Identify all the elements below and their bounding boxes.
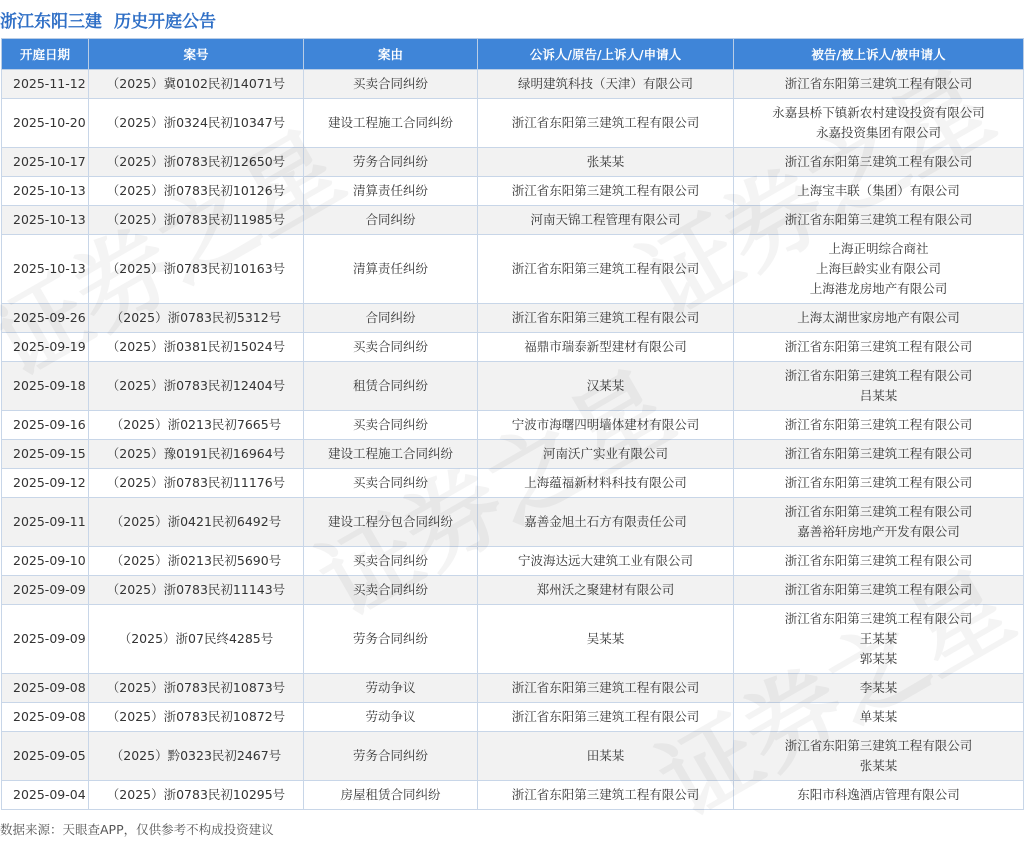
cell-defendant-party: 王某某 <box>859 631 898 646</box>
cell-defendant-party: 嘉善裕轩房地产开发有限公司 <box>797 524 960 539</box>
cell-plaintiff <box>478 547 734 576</box>
cell-defendant-party: 浙江省东阳第三建筑工程有限公司 <box>784 738 973 753</box>
data-source-note: 数据来源：天眼查APP，仅供参考不构成投资建议 <box>0 822 274 837</box>
cell-case-no: （2025）豫0191民初16964号 <box>89 440 304 469</box>
cell-cause: 劳动争议 <box>304 674 478 703</box>
cell-defendant <box>734 469 1024 498</box>
column-header-plaintiff: 公诉人/原告/上诉人/申请人 <box>478 39 734 70</box>
cell-defendant-party: 单某某 <box>859 709 898 724</box>
cell-cause: 劳动争议 <box>304 703 478 732</box>
cell-plaintiff-party: 汉某某 <box>586 378 625 393</box>
cell-defendant-party: 张某某 <box>859 758 898 773</box>
cell-date: 2025-09-08 <box>2 703 89 732</box>
table-row <box>2 781 1024 810</box>
cell-plaintiff-party: 浙江省东阳第三建筑工程有限公司 <box>511 787 700 802</box>
cell-date: 2025-11-12 <box>2 70 89 99</box>
page-header <box>0 0 1024 38</box>
cell-defendant-party: 上海巨龄实业有限公司 <box>815 261 941 276</box>
cell-cause: 建设工程施工合同纠纷 <box>304 99 478 148</box>
cell-defendant <box>734 674 1024 703</box>
cell-case-no: （2025）浙0324民初10347号 <box>89 99 304 148</box>
cell-date: 2025-10-20 <box>2 99 89 148</box>
cell-defendant <box>734 605 1024 674</box>
cell-defendant-party: 浙江省东阳第三建筑工程有限公司 <box>784 417 973 432</box>
cell-cause: 买卖合同纠纷 <box>304 469 478 498</box>
cell-cause: 买卖合同纠纷 <box>304 70 478 99</box>
cell-defendant-party: 浙江省东阳第三建筑工程有限公司 <box>784 154 973 169</box>
cell-plaintiff <box>478 235 734 304</box>
cell-plaintiff-party: 嘉善金旭土石方有限责任公司 <box>524 514 687 529</box>
cell-defendant <box>734 703 1024 732</box>
cell-defendant <box>734 177 1024 206</box>
table-row <box>2 440 1024 469</box>
cell-plaintiff-party: 绿明建筑科技（天津）有限公司 <box>517 76 693 91</box>
cell-plaintiff-party: 浙江省东阳第三建筑工程有限公司 <box>511 115 700 130</box>
cell-defendant <box>734 362 1024 411</box>
cell-date: 2025-09-05 <box>2 732 89 781</box>
table-row <box>2 732 1024 781</box>
cell-defendant-party: 浙江省东阳第三建筑工程有限公司 <box>784 553 973 568</box>
cell-defendant-party: 永嘉县桥下镇新农村建设投资有限公司 <box>772 105 985 120</box>
cell-plaintiff-party: 宁波海达远大建筑工业有限公司 <box>517 553 693 568</box>
cell-case-no: （2025）浙0213民初7665号 <box>89 411 304 440</box>
cell-date: 2025-09-08 <box>2 674 89 703</box>
cell-plaintiff <box>478 576 734 605</box>
cell-defendant-party: 浙江省东阳第三建筑工程有限公司 <box>784 212 973 227</box>
cell-plaintiff <box>478 440 734 469</box>
cell-cause: 建设工程施工合同纠纷 <box>304 440 478 469</box>
cell-defendant-party: 上海港龙房地产有限公司 <box>809 281 948 296</box>
cell-date: 2025-09-26 <box>2 304 89 333</box>
cell-plaintiff <box>478 177 734 206</box>
table-row <box>2 70 1024 99</box>
cell-defendant <box>734 70 1024 99</box>
cell-cause: 买卖合同纠纷 <box>304 576 478 605</box>
cell-defendant <box>734 333 1024 362</box>
cell-date: 2025-09-11 <box>2 498 89 547</box>
cell-plaintiff <box>478 781 734 810</box>
table-row <box>2 674 1024 703</box>
cell-defendant <box>734 304 1024 333</box>
cell-cause: 清算责任纠纷 <box>304 177 478 206</box>
cell-plaintiff-party: 浙江省东阳第三建筑工程有限公司 <box>511 709 700 724</box>
cell-cause: 买卖合同纠纷 <box>304 333 478 362</box>
cell-plaintiff <box>478 362 734 411</box>
cell-plaintiff-party: 张某某 <box>586 154 625 169</box>
column-header-defendant: 被告/被上诉人/被申请人 <box>734 39 1024 70</box>
cell-plaintiff <box>478 304 734 333</box>
cell-plaintiff <box>478 703 734 732</box>
cell-defendant-party: 郭某某 <box>859 651 898 666</box>
table-row <box>2 362 1024 411</box>
table-body <box>2 70 1024 810</box>
cell-defendant <box>734 148 1024 177</box>
table-row <box>2 605 1024 674</box>
table-row <box>2 469 1024 498</box>
cell-cause: 买卖合同纠纷 <box>304 411 478 440</box>
cell-cause: 清算责任纠纷 <box>304 235 478 304</box>
cell-defendant-party: 浙江省东阳第三建筑工程有限公司 <box>784 611 973 626</box>
cell-date: 2025-10-13 <box>2 206 89 235</box>
cell-date: 2025-09-12 <box>2 469 89 498</box>
cell-case-no: （2025）浙0783民初12650号 <box>89 148 304 177</box>
cell-case-no: （2025）浙0783民初10873号 <box>89 674 304 703</box>
cell-plaintiff-party: 浙江省东阳第三建筑工程有限公司 <box>511 680 700 695</box>
cell-case-no: （2025）浙0783民初10126号 <box>89 177 304 206</box>
cell-case-no: （2025）浙0783民初11143号 <box>89 576 304 605</box>
cell-plaintiff <box>478 498 734 547</box>
cell-plaintiff-party: 上海蕴福新材料科技有限公司 <box>524 475 687 490</box>
cell-date: 2025-09-15 <box>2 440 89 469</box>
cell-case-no: （2025）浙0783民初5312号 <box>89 304 304 333</box>
cell-cause: 合同纠纷 <box>304 304 478 333</box>
cell-case-no: （2025）浙0421民初6492号 <box>89 498 304 547</box>
cell-defendant-party: 浙江省东阳第三建筑工程有限公司 <box>784 76 973 91</box>
cell-defendant-party: 永嘉投资集团有限公司 <box>815 125 941 140</box>
cell-plaintiff <box>478 99 734 148</box>
cell-defendant <box>734 781 1024 810</box>
cell-plaintiff-party: 河南沃广实业有限公司 <box>542 446 668 461</box>
table-row <box>2 547 1024 576</box>
cell-defendant-party: 吕某某 <box>859 388 898 403</box>
cell-plaintiff <box>478 70 734 99</box>
cell-case-no: （2025）浙0783民初12404号 <box>89 362 304 411</box>
cell-plaintiff <box>478 605 734 674</box>
cell-defendant-party: 浙江省东阳第三建筑工程有限公司 <box>784 368 973 383</box>
cell-plaintiff <box>478 148 734 177</box>
cell-cause: 劳务合同纠纷 <box>304 605 478 674</box>
cell-date: 2025-09-09 <box>2 576 89 605</box>
cell-plaintiff-party: 浙江省东阳第三建筑工程有限公司 <box>511 261 700 276</box>
cell-date: 2025-09-18 <box>2 362 89 411</box>
cell-plaintiff <box>478 674 734 703</box>
hearing-table <box>1 38 1024 810</box>
table-row <box>2 235 1024 304</box>
cell-defendant <box>734 99 1024 148</box>
cell-plaintiff-party: 浙江省东阳第三建筑工程有限公司 <box>511 310 700 325</box>
table-row <box>2 206 1024 235</box>
cell-defendant-party: 上海宝丰联（集团）有限公司 <box>797 183 960 198</box>
cell-defendant <box>734 235 1024 304</box>
cell-date: 2025-10-13 <box>2 177 89 206</box>
cell-defendant <box>734 206 1024 235</box>
cell-cause: 建设工程分包合同纠纷 <box>304 498 478 547</box>
cell-cause: 劳务合同纠纷 <box>304 148 478 177</box>
cell-plaintiff <box>478 206 734 235</box>
cell-defendant <box>734 732 1024 781</box>
cell-plaintiff-party: 宁波市海曙四明墙体建材有限公司 <box>511 417 700 432</box>
cell-defendant <box>734 498 1024 547</box>
cell-case-no: （2025）黔0323民初2467号 <box>89 732 304 781</box>
cell-defendant <box>734 440 1024 469</box>
cell-plaintiff-party: 河南天锦工程管理有限公司 <box>530 212 681 227</box>
cell-defendant-party: 浙江省东阳第三建筑工程有限公司 <box>784 582 973 597</box>
table-row <box>2 304 1024 333</box>
table-row <box>2 333 1024 362</box>
table-row <box>2 703 1024 732</box>
company-name: 浙江东阳三建 <box>0 11 102 32</box>
cell-defendant <box>734 547 1024 576</box>
cell-cause: 劳务合同纠纷 <box>304 732 478 781</box>
cell-plaintiff-party: 福鼎市瑞泰新型建材有限公司 <box>524 339 687 354</box>
cell-case-no: （2025）浙0213民初5690号 <box>89 547 304 576</box>
cell-date: 2025-10-13 <box>2 235 89 304</box>
cell-case-no: （2025）浙0783民初10163号 <box>89 235 304 304</box>
cell-plaintiff-party: 田某某 <box>586 748 625 763</box>
cell-defendant-party: 浙江省东阳第三建筑工程有限公司 <box>784 475 973 490</box>
table-row <box>2 576 1024 605</box>
cell-case-no: （2025）浙0381民初15024号 <box>89 333 304 362</box>
cell-plaintiff <box>478 333 734 362</box>
cell-defendant-party: 李某某 <box>859 680 898 695</box>
cell-defendant-party: 上海正明综合商社 <box>828 241 929 256</box>
cell-case-no: （2025）浙0783民初11176号 <box>89 469 304 498</box>
cell-date: 2025-09-09 <box>2 605 89 674</box>
cell-defendant-party: 浙江省东阳第三建筑工程有限公司 <box>784 446 973 461</box>
cell-cause: 买卖合同纠纷 <box>304 547 478 576</box>
column-header-date: 开庭日期 <box>2 39 89 70</box>
cell-date: 2025-09-10 <box>2 547 89 576</box>
cell-cause: 租赁合同纠纷 <box>304 362 478 411</box>
cell-defendant <box>734 576 1024 605</box>
cell-defendant-party: 浙江省东阳第三建筑工程有限公司 <box>784 504 973 519</box>
cell-plaintiff <box>478 732 734 781</box>
cell-defendant-party: 上海太湖世家房地产有限公司 <box>797 310 960 325</box>
cell-cause: 房屋租赁合同纠纷 <box>304 781 478 810</box>
cell-plaintiff <box>478 411 734 440</box>
column-header-cause: 案由 <box>304 39 478 70</box>
cell-plaintiff <box>478 469 734 498</box>
cell-case-no: （2025）浙0783民初10872号 <box>89 703 304 732</box>
cell-case-no: （2025）浙07民终4285号 <box>89 605 304 674</box>
cell-date: 2025-09-04 <box>2 781 89 810</box>
table-header-row <box>2 39 1024 70</box>
page-title: 历史开庭公告 <box>114 11 216 32</box>
cell-plaintiff-party: 吴某某 <box>586 631 625 646</box>
cell-plaintiff-party: 浙江省东阳第三建筑工程有限公司 <box>511 183 700 198</box>
cell-date: 2025-09-16 <box>2 411 89 440</box>
table-row <box>2 498 1024 547</box>
table-row <box>2 148 1024 177</box>
table-row <box>2 99 1024 148</box>
cell-case-no: （2025）浙0783民初11985号 <box>89 206 304 235</box>
cell-defendant-party: 东阳市科逸酒店管理有限公司 <box>797 787 960 802</box>
cell-date: 2025-09-19 <box>2 333 89 362</box>
cell-cause: 合同纠纷 <box>304 206 478 235</box>
table-row <box>2 177 1024 206</box>
cell-case-no: （2025）浙0783民初10295号 <box>89 781 304 810</box>
cell-plaintiff-party: 郑州沃之聚建材有限公司 <box>536 582 675 597</box>
cell-date: 2025-10-17 <box>2 148 89 177</box>
cell-case-no: （2025）冀0102民初14071号 <box>89 70 304 99</box>
cell-defendant-party: 浙江省东阳第三建筑工程有限公司 <box>784 339 973 354</box>
cell-defendant <box>734 411 1024 440</box>
column-header-case-no: 案号 <box>89 39 304 70</box>
table-row <box>2 411 1024 440</box>
